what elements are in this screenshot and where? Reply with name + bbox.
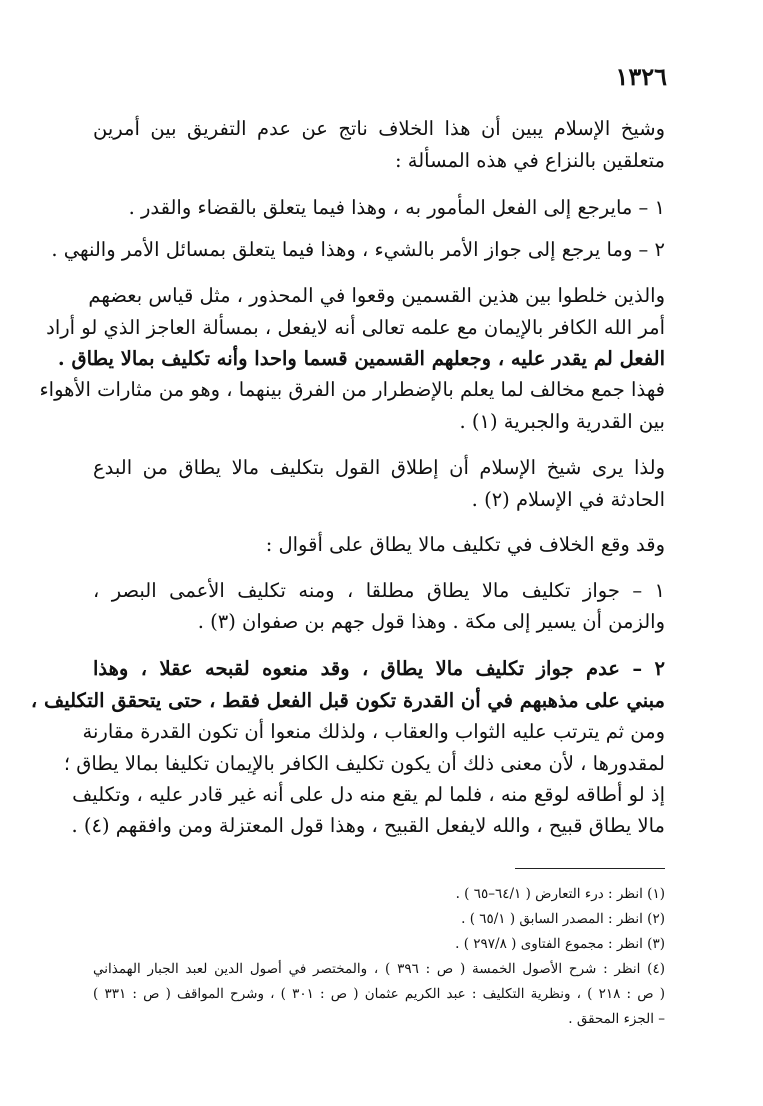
paragraph-3-line-2: الحادثة في الإسلام (٢) .	[471, 488, 665, 511]
paragraph-3-line-1: ولذا يرى شيخ الإسلام أن إطلاق القول بتكليف مالا يطاق من البدع	[93, 456, 665, 479]
paragraph-2-line-5: بين القدرية والجبرية (١) .	[459, 410, 665, 433]
footnote-2: (٢) انظر : المصدر السابق ( ٦٥/١ ) .	[461, 911, 665, 927]
opinion-2-line-1: ٢ – عدم جواز تكليف مالا يطاق ، وقد منعوه لقبحه عقلا ، وهذا	[93, 657, 665, 680]
opinion-2-line-5: إذ لو أطاقه لوقع منه ، فلما لم يقع منه دل على أنه غير قادر عليه ، وتكليف	[72, 783, 665, 806]
footnote-separator	[515, 868, 665, 869]
paragraph-2-line-1: والذين خلطوا بين هذين القسمين وقعوا في المحذور ، مثل قياس بعضهم	[88, 284, 665, 307]
footnote-1: (١) انظر : درء التعارض ( ٦٤/١–٦٥ ) .	[455, 886, 665, 902]
list-item-2: ٢ – وما يرجع إلى جواز الأمر بالشيء ، وهذا فيما يتعلق بمسائل الأمر والنهي .	[51, 238, 665, 261]
paragraph-1-line-1: وشيخ الإسلام يبين أن هذا الخلاف ناتج عن عدم التفريق بين أمرين	[93, 117, 665, 140]
list-item-1: ١ – مايرجع إلى الفعل المأمور به ، وهذا فيما يتعلق بالقضاء والقدر .	[128, 196, 665, 219]
footnote-4-line-3: – الجزء المحقق .	[568, 1011, 665, 1027]
paragraph-1-line-2: متعلقين بالنزاع في هذه المسألة :	[394, 149, 665, 172]
footnote-4-line-1: (٤) انظر : شرح الأصول الخمسة ( ص : ٣٩٦ ) ، والمختصر في أصول الدين لعبد الجبار الهمذاني	[93, 961, 665, 977]
footnote-4-line-2: ( ص : ٢١٨ ) ، ونظرية التكليف : عبد الكريم عثمان ( ص : ٣٠١ ) ، وشرح المواقف ( ص : ٣٣١ )	[93, 986, 665, 1002]
footnote-3: (٣) انظر : مجموع الفتاوى ( ٢٩٧/٨ ) .	[455, 936, 665, 952]
opinion-2-line-3: ومن ثم يترتب عليه الثواب والعقاب ، ولذلك منعوا أن تكون القدرة مقارنة	[82, 720, 665, 743]
opinion-2-line-4: لمقدورها ، لأن معنى ذلك أن يكون تكليف الكافر بالإيمان تكليفا بمالا يطاق ؛	[63, 752, 665, 775]
paragraph-2-line-3: الفعل لم يقدر عليه ، وجعلهم القسمين قسما واحدا وأنه تكليف بمالا يطاق .	[57, 347, 665, 370]
opinion-1-line-2: والزمن أن يسير إلى مكة . وهذا قول جهم بن صفوان (٣) .	[197, 610, 665, 633]
paragraph-2-line-2: أمر الله الكافر بالإيمان مع علمه تعالى أنه لايفعل ، بمسألة العاجز الذي لو أراد	[46, 316, 665, 339]
opinion-2-line-6: مالا يطاق قبيح ، والله لايفعل القبيح ، وهذا قول المعتزلة ومن وافقهم (٤) .	[71, 814, 665, 837]
paragraph-4: وقد وقع الخلاف في تكليف مالا يطاق على أقوال :	[265, 533, 665, 556]
page-number: ١٣٢٦	[615, 62, 667, 91]
paragraph-2-line-4: فهذا جمع مخالف لما يعلم بالإضطرار من الفرق بينهما ، وهو من مثارات الأهواء	[39, 378, 665, 401]
opinion-2-line-2: مبني على مذهبهم في أن القدرة تكون قبل الفعل فقط ، حتى يتحقق التكليف ،	[30, 689, 665, 712]
opinion-1-line-1: ١ – جواز تكليف مالا يطاق مطلقا ، ومنه تكليف الأعمى البصر ،	[93, 579, 665, 602]
